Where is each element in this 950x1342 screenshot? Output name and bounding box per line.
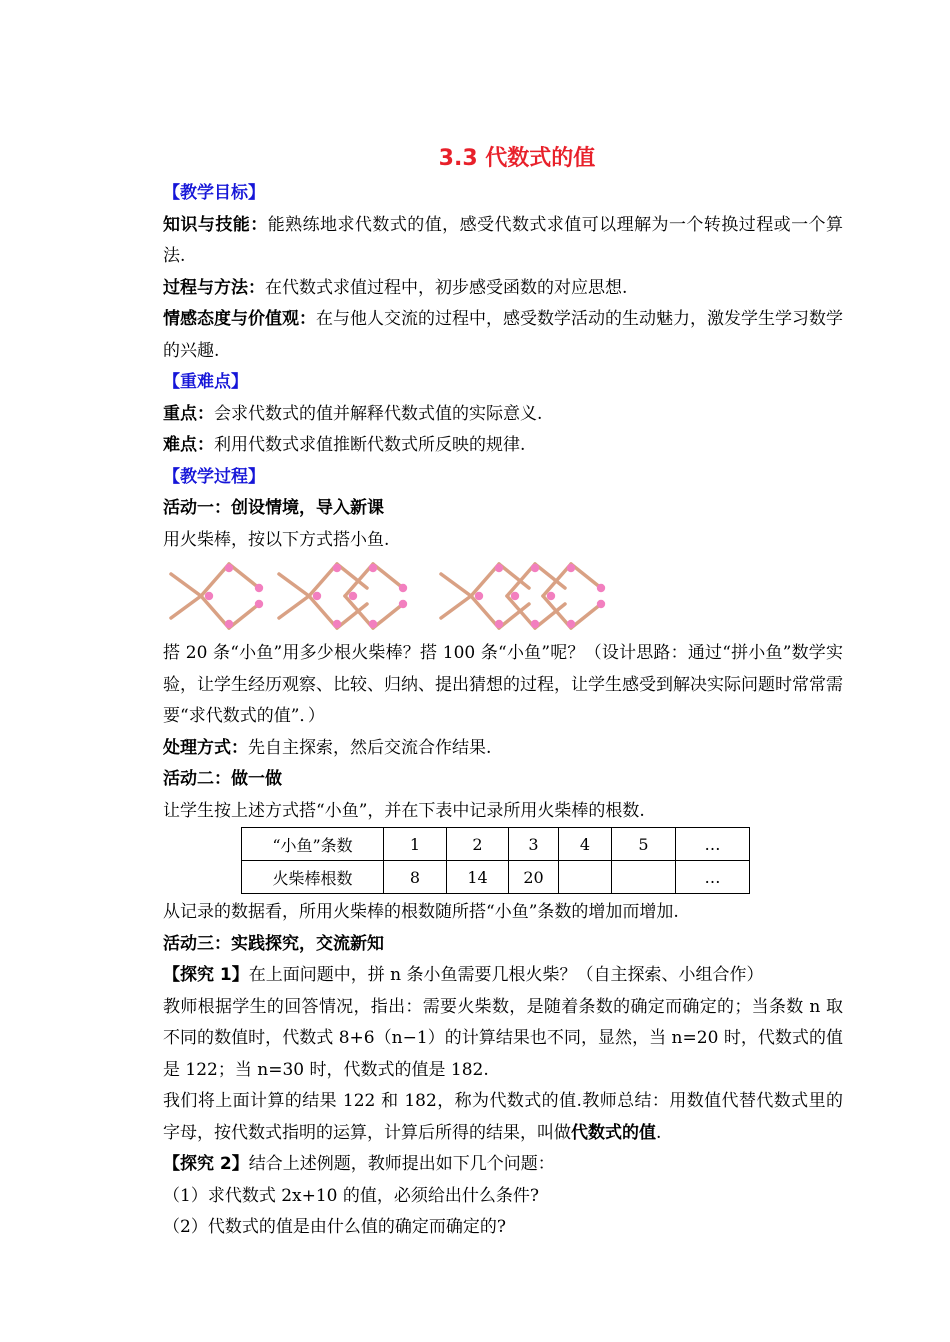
record-table-wrapper xyxy=(163,827,843,897)
matchstick-fish-svg xyxy=(165,558,645,636)
summary-text: 我们将上面计算的结果 122 和 182，称为代数式的值.教师总结：用数值代替代数式里的字母，按代数式指明的运算，计算后所得的结果，叫做 xyxy=(163,1091,843,1143)
goal-knowledge xyxy=(163,210,843,273)
match-head xyxy=(531,564,539,572)
table-cell: 2 xyxy=(447,828,509,861)
matchstick xyxy=(309,596,337,628)
explore1-paragraph: 教师根据学生的回答情况，指出：需要火柴数，是随着条数的确定而确定的；当条数 n 取不同的数值时，代数式 8+6（n−1）的计算结果也不同，显然，当 n=20 时，代数式的值是 122；当 n=30 时，代数式的值是 182. xyxy=(163,996,843,1080)
table-cell: “小鱼”条数 xyxy=(242,828,384,861)
matchstick xyxy=(543,564,571,596)
table-row xyxy=(242,861,750,894)
matchstick xyxy=(229,564,259,588)
matchstick xyxy=(229,604,259,628)
match-head xyxy=(399,584,407,592)
table-cell: … xyxy=(676,861,750,894)
goal-emotion-text: 在与他人交流的过程中，感受数学活动的生动魅力，激发学生学习数学的兴趣. xyxy=(163,309,843,361)
matchstick xyxy=(571,564,601,588)
match-head xyxy=(495,620,503,628)
table-cell: 20 xyxy=(509,861,559,894)
summary-paragraph xyxy=(163,1086,843,1149)
handle-label: 处理方式： xyxy=(163,737,248,758)
table-cell: 14 xyxy=(447,861,509,894)
match-head xyxy=(399,600,407,608)
goal-knowledge-text: 能熟练地求代数式的值，感受代数式求值可以理解为一个转换过程或一个算法. xyxy=(163,214,844,266)
table-cell: 5 xyxy=(612,828,676,861)
matchstick xyxy=(471,596,499,628)
document-page xyxy=(163,140,843,1244)
table-cell: 3 xyxy=(509,828,559,861)
matchstick xyxy=(441,596,471,618)
matchstick xyxy=(345,596,373,628)
explore2 xyxy=(163,1149,843,1181)
matchstick xyxy=(507,564,535,596)
goal-method xyxy=(163,273,843,305)
question-2: （2）代数式的值是由什么值的确定而确定的? xyxy=(163,1217,506,1237)
table-cell: 4 xyxy=(559,828,612,861)
goal-emotion xyxy=(163,304,843,367)
key-point-text: 会求代数式的值并解释代数式值的实际意义. xyxy=(214,403,543,424)
match-head xyxy=(495,564,503,572)
match-head xyxy=(597,600,605,608)
table-row xyxy=(242,828,750,861)
matchstick xyxy=(373,564,403,588)
matchstick xyxy=(309,564,337,596)
match-head xyxy=(531,620,539,628)
matchstick-fish-figure xyxy=(163,556,843,638)
match-head xyxy=(225,620,233,628)
goal-method-label: 过程与方法： xyxy=(163,277,265,298)
match-head xyxy=(547,592,555,600)
summary-bold-term: 代数式的值 xyxy=(571,1122,656,1143)
matchstick xyxy=(279,596,309,618)
hard-point-label: 难点： xyxy=(163,435,214,455)
key-point-label: 重点： xyxy=(163,403,214,424)
goal-method-text: 在代数式求值过程中，初步感受函数的对应思想. xyxy=(265,277,628,298)
explore1-text: 在上面问题中，拼 n 条小鱼需要几根火柴？（自主探索、小组合作） xyxy=(248,965,764,985)
match-head xyxy=(597,584,605,592)
table-cell xyxy=(559,861,612,894)
matchstick xyxy=(171,596,201,618)
match-head xyxy=(255,584,263,592)
activity2-after: 从记录的数据看，所用火柴棒的根数随所搭“小鱼”条数的增加而增加. xyxy=(163,902,679,922)
explore1 xyxy=(163,960,843,992)
match-head xyxy=(225,564,233,572)
section-process: 【教学过程】 xyxy=(163,466,265,487)
matchstick xyxy=(571,604,601,628)
activity2-heading: 活动二：做一做 xyxy=(163,769,282,789)
hard-point-text: 利用代数式求值推断代数式所反映的规律. xyxy=(214,435,526,455)
matchstick xyxy=(543,596,571,628)
key-point xyxy=(163,399,843,431)
table-cell: 火柴棒根数 xyxy=(242,861,384,894)
explore2-text: 结合上述例题，教师提出如下几个问题： xyxy=(248,1154,555,1174)
section-key-points: 【重难点】 xyxy=(163,372,248,392)
match-head xyxy=(567,620,575,628)
matchstick xyxy=(507,596,535,628)
question-1: （1）求代数式 2x+10 的值，必须给出什么条件? xyxy=(163,1185,540,1206)
matchstick xyxy=(279,574,309,596)
matchstick xyxy=(201,564,229,596)
match-head xyxy=(511,592,519,600)
match-head xyxy=(567,564,575,572)
matchstick xyxy=(171,574,201,596)
matchstick xyxy=(471,564,499,596)
activity2-intro: 让学生按上述方式搭“小鱼”，并在下表中记录所用火柴棒的根数. xyxy=(163,800,645,821)
explore2-label: 【探究 2】 xyxy=(163,1154,249,1174)
match-head xyxy=(313,592,321,600)
activity1-intro: 用火柴棒，按以下方式搭小鱼. xyxy=(163,529,390,550)
handle-text: 先自主探索，然后交流合作结果. xyxy=(248,737,492,758)
table-cell: 8 xyxy=(384,861,447,894)
hard-point xyxy=(163,430,843,462)
summary-end: . xyxy=(656,1122,662,1143)
activity1-handle xyxy=(163,733,843,765)
matchstick xyxy=(345,564,373,596)
explore1-label: 【探究 1】 xyxy=(163,965,249,985)
section-goals: 【教学目标】 xyxy=(163,183,265,203)
match-head xyxy=(369,564,377,572)
match-head xyxy=(255,600,263,608)
page-title: 3.3 代数式的值 xyxy=(438,146,596,171)
match-head xyxy=(369,620,377,628)
activity1-heading: 活动一：创设情境，导入新课 xyxy=(163,498,384,518)
table-cell: 1 xyxy=(384,828,447,861)
goal-emotion-label: 情感态度与价值观： xyxy=(163,309,316,329)
table-cell xyxy=(612,861,676,894)
activity3-heading: 活动三：实践探究，交流新知 xyxy=(163,933,384,954)
match-head xyxy=(205,592,213,600)
matchstick xyxy=(373,604,403,628)
match-head xyxy=(333,564,341,572)
match-head xyxy=(475,592,483,600)
matchstick xyxy=(441,574,471,596)
record-table xyxy=(241,827,750,894)
match-head xyxy=(349,592,357,600)
match-head xyxy=(333,620,341,628)
goal-knowledge-label: 知识与技能： xyxy=(163,214,268,235)
matchstick xyxy=(201,596,229,628)
table-cell: … xyxy=(676,828,750,861)
activity1-question: 搭 20 条“小鱼”用多少根火柴棒？搭 100 条“小鱼”呢？（设计思路：通过“拼小鱼”数学实验，让学生经历观察、比较、归纳、提出猜想的过程，让学生感受到解决实际问题时常常需要“求代数式的值”．） xyxy=(163,643,843,726)
